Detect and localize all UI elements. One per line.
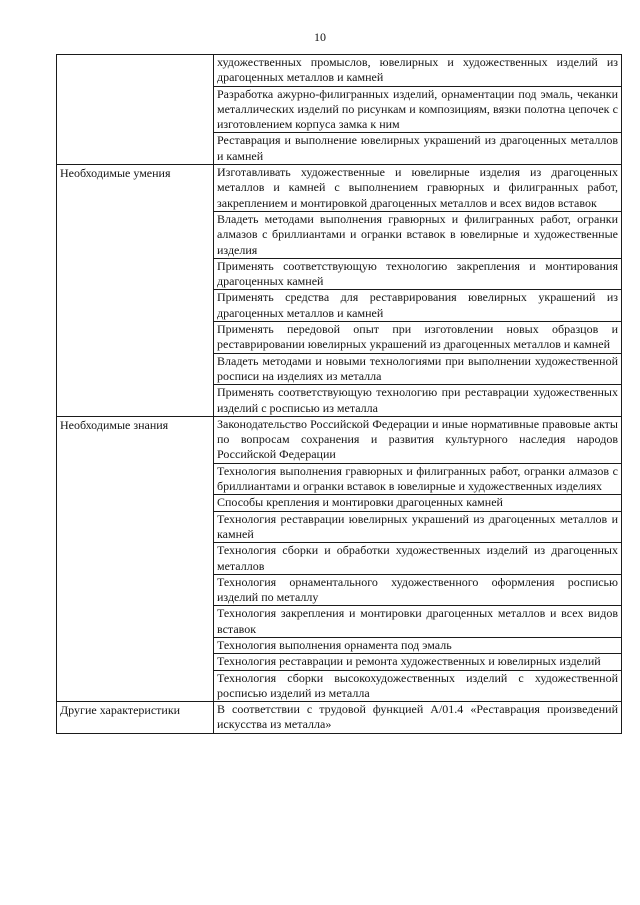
section-item: Владеть методами и новыми технологиями при выполнении художественной росписи на изделиях из металла [214, 353, 622, 385]
section-label-text [60, 55, 210, 56]
section-label-text: Необходимые знания [60, 417, 169, 432]
table-body [57, 55, 622, 734]
section-label [57, 55, 214, 165]
table-row [57, 165, 622, 212]
section-label-text: Необходимые умения [60, 166, 171, 181]
section-item: Технология реставрации ювелирных украшений из драгоценных металлов и камней [214, 511, 622, 543]
table-row [57, 702, 622, 734]
section-item: Применять передовой опыт при изготовлении новых образцов и реставрировании ювелирных украшений из драгоценных металлов и камней [214, 322, 622, 354]
section-item: Способы крепления и монтировки драгоценных камней [214, 495, 622, 511]
section-item: Технология сборки высокохудожественных изделий с художественной росписью изделий из металла [214, 670, 622, 702]
characteristics-table [56, 54, 622, 734]
section-item: Реставрация и выполнение ювелирных украшений из драгоценных металлов и камней [214, 133, 622, 165]
section-item: Технология выполнения орнамента под эмаль [214, 637, 622, 653]
section-item: Технология закрепления и монтировки драгоценных металлов и всех видов вставок [214, 606, 622, 638]
section-item: Применять соответствующую технологию при реставрации художественных изделий с росписью из металла [214, 385, 622, 417]
section-label [57, 165, 214, 417]
section-label [57, 702, 214, 734]
section-item: Технология сборки и обработки художественных изделий из драгоценных металлов [214, 543, 622, 575]
section-item: Разработка ажурно-филигранных изделий, орнаментации под эмаль, чеканки металлических изделий по рисункам и композициям, вязки полотна цепочек с изготовлением корпуса замка к ним [214, 86, 622, 133]
section-item: В соответствии с трудовой функцией A/01.4 «Реставрация произведений искусства из металла» [214, 702, 622, 734]
section-item: Технология реставрации и ремонта художественных и ювелирных изделий [214, 654, 622, 670]
table-row [57, 55, 622, 87]
section-item: Применять средства для реставрирования ювелирных украшений из драгоценных металлов и камней [214, 290, 622, 322]
section-label [57, 416, 214, 701]
section-item: Применять соответствующую технологию закрепления и монтирования драгоценных камней [214, 258, 622, 290]
section-item: художественных промыслов, ювелирных и художественных изделий из драгоценных металлов и камней [214, 55, 622, 87]
section-label-text: Другие характеристики [60, 703, 181, 718]
table-row [57, 416, 622, 463]
section-item: Технология выполнения гравюрных и филигранных работ, огранки алмазов с бриллиантами и огранки вставок в ювелирные и художественных изделиях [214, 463, 622, 495]
section-item: Технология орнаментального художественного оформления росписью изделий по металлу [214, 574, 622, 606]
page-number: 10 [314, 30, 326, 44]
section-item: Изготавливать художественные и ювелирные изделия из драгоценных металлов и камней с выполнением гравюрных и филигранных работ, закреплением и монтировкой драгоценных металлов и всех видов вставок [214, 165, 622, 212]
section-item: Законодательство Российской Федерации и иные нормативные правовые акты по вопросам сохранения и развития культурного наследия народов Российской Федерации [214, 416, 622, 463]
section-item: Владеть методами выполнения гравюрных и филигранных работ, огранки алмазов с бриллиантами и огранки вставок в ювелирные и художественные изделия [214, 211, 622, 258]
